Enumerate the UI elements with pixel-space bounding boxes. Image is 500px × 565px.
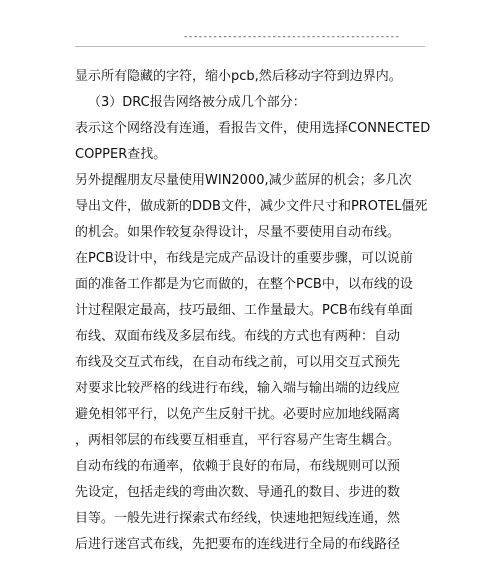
text-line: 自动布线的布通率，依赖于良好的布局，布线规则可以预 bbox=[75, 459, 401, 474]
text-line: 表示这个网络没有连通，看报告文件，使用选择CONNECTED bbox=[75, 121, 431, 136]
text-line: 后进行迷宫式布线，先把要布的连线进行全局的布线路径 bbox=[75, 537, 401, 552]
text-line: 先设定，包括走线的弯曲次数、导通孔的数目、步进的数 bbox=[75, 485, 401, 500]
text-line: 另外提醒朋友尽量使用WIN2000,减少蓝屏的机会；多几次 bbox=[75, 173, 412, 188]
text-line: 导出文件，做成新的DDB文件，减少文件尺寸和PROTEL僵死 bbox=[75, 199, 428, 214]
body-text bbox=[75, 64, 431, 558]
text-line: 避免相邻平行，以免产生反射干扰。必要时应加地线隔离 bbox=[75, 407, 401, 422]
text-line: 在PCB设计中，布线是完成产品设计的重要步骤，可以说前 bbox=[75, 251, 413, 266]
section-heading: （3）DRC报告网络被分成几个部分： bbox=[88, 95, 306, 110]
text-line: 面的准备工作都是为它而做的，在整个PCB中，以布线的设 bbox=[75, 277, 413, 292]
text-line: 布线及交互式布线，在自动布线之前，可以用交互式预先 bbox=[75, 355, 401, 370]
text-line: 目等。一般先进行探索式布经线，快速地把短线连通，然 bbox=[75, 511, 401, 526]
text-line: 对要求比较严格的线进行布线，输入端与输出端的边线应 bbox=[75, 381, 401, 396]
header-dashes: -------------------------------------------- bbox=[183, 32, 400, 42]
text-line: ，两相邻层的布线要互相垂直，平行容易产生寄生耦合。 bbox=[75, 433, 401, 448]
text-line: 的机会。如果作较复杂得设计，尽量不要使用自动布线。 bbox=[75, 225, 401, 240]
text-line: COPPER查找。 bbox=[75, 147, 167, 162]
text-line: 布线、双面布线及多层布线。布线的方式也有两种：自动 bbox=[75, 329, 401, 344]
text-line: 显示所有隐藏的字符，缩小pcb,然后移动字符到边界内。 bbox=[75, 69, 402, 84]
header-rule bbox=[75, 46, 425, 47]
text-line: 计过程限定最高，技巧最细、工作量最大。PCB布线有单面 bbox=[75, 303, 413, 318]
